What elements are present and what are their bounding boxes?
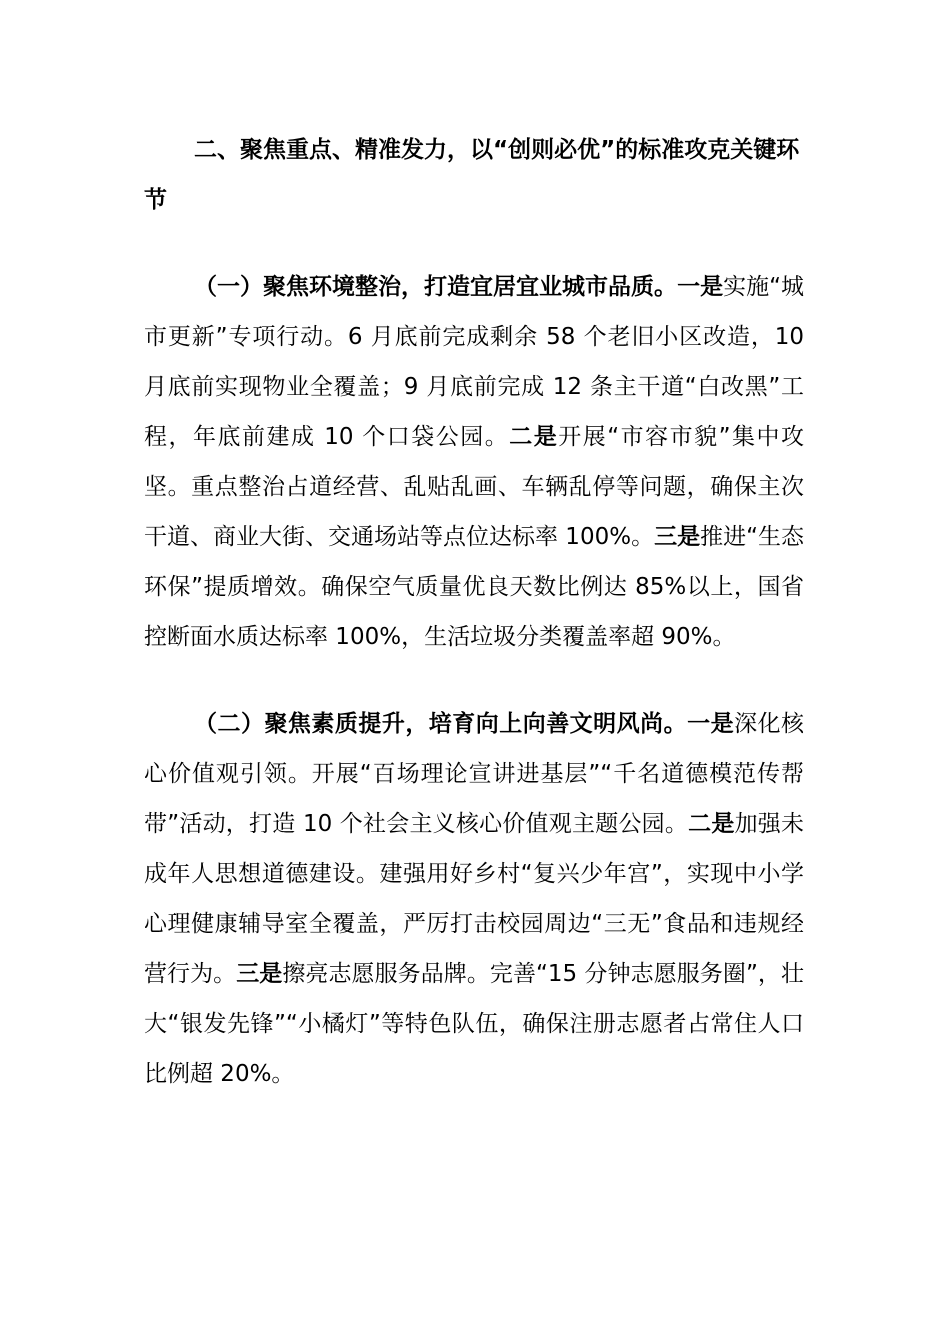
item-text: 加强未成年人思想道德建设。建强用好乡村“复兴少年宫”，实现中小学心理健康辅导室全覆盖，严厉打击校园周边“三无”食品和违规经营行为。 [144, 811, 805, 987]
item-text: 推进“生态环保”提质增效。确保空气质量优良天数比例达 85%以上，国省控断面水质达标率 100%，生活垃圾分类覆盖率超 90%。 [144, 524, 804, 650]
document-body [144, 125, 804, 1099]
item-lead: 一是 [687, 711, 735, 737]
item-text: 深化核心价值观引领。开展“百场理论宣讲进基层”“千名道德模范传帮带”活动，打造 10 个社会主义核心价值观主题公园。 [144, 711, 805, 837]
paragraph-quality [144, 699, 804, 1099]
paragraph-title: （二）聚焦素质提升，培育向上向善文明风尚。 [194, 711, 688, 737]
item-lead: 三是 [654, 524, 701, 550]
spacer [144, 662, 804, 699]
spacer [144, 225, 804, 262]
item-lead: 二是 [688, 811, 735, 837]
item-text: 擦亮志愿服务品牌。完善“15 分钟志愿服务圈”，壮大“银发先锋”“小橘灯”等特色队伍，确保注册志愿者占常住人口比例超 20%。 [144, 961, 804, 1087]
paragraph-environment [144, 262, 804, 662]
item-lead: 三是 [236, 961, 283, 987]
item-text: 实施“城市更新”专项行动。6 月底前完成剩余 58 个老旧小区改造，10 月底前实现物业全覆盖；9 月底前完成 12 条主干道“白改黑”工程，年底前建成 10 个口袋公园。 [144, 274, 805, 450]
item-text: 开展“市容市貌”集中攻坚。重点整治占道经营、乱贴乱画、车辆乱停等问题，确保主次干道、商业大街、交通场站等点位达标率 100%。 [144, 424, 804, 550]
paragraph-title: （一）聚焦环境整治，打造宜居宜业城市品质。 [194, 274, 678, 300]
section-heading: 二、聚焦重点、精准发力，以“创则必优”的标准攻克关键环节 [144, 137, 800, 213]
item-lead: 二是 [509, 424, 559, 450]
item-lead: 一是 [677, 274, 724, 300]
